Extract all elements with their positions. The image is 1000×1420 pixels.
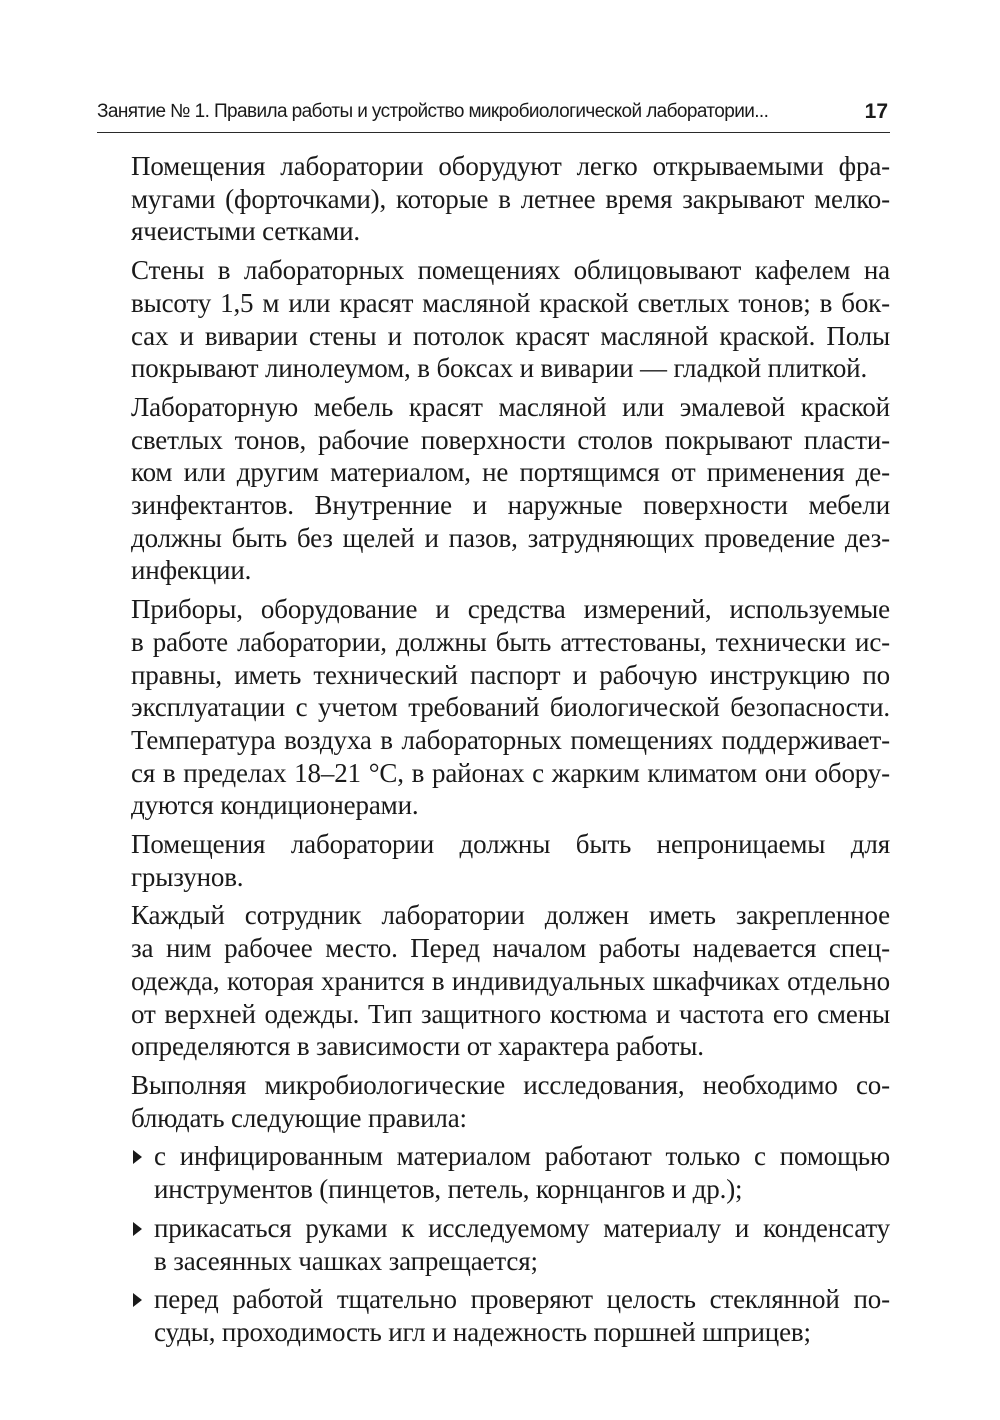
text-line: с инфицированным материалом работают только с помощью <box>154 1141 890 1172</box>
text-line: Температура воздуха в лабораторных помещениях поддерживает- <box>131 724 890 755</box>
text-line: в работе лаборатории, должны быть аттестованы, технически ис- <box>131 626 890 657</box>
triangle-bullet-icon <box>133 1222 142 1236</box>
text-line: суды, проходимость игл и надежность поршней шприцев; <box>154 1316 811 1347</box>
text-line: перед работой тщательно проверяют целость стеклянной по- <box>154 1284 890 1315</box>
text-line: одежда, которая хранится в индивидуальных шкафчиках отдельно <box>131 965 890 996</box>
text-line: за ним рабочее место. Перед началом работы надевается спец- <box>131 933 890 964</box>
text-line: Лабораторную мебель красят масляной или эмалевой краской <box>131 391 890 422</box>
text-line: высоту 1,5 м или красят масляной краской светлых тонов; в бок- <box>131 287 890 318</box>
text-line: прикасаться руками к исследуемому материалу и конденсату <box>154 1212 890 1243</box>
text-line: ком или другим материалом, не портящимся от применения де- <box>131 457 890 488</box>
text-line: от верхней одежды. Тип защитного костюма и частота его смены <box>131 998 890 1029</box>
body-text <box>97 150 890 1355</box>
text-line: определяются в зависимости от характера работы. <box>131 1031 704 1062</box>
running-header-title: Занятие № 1. Правила работы и устройство микробиологической лаборатории... <box>97 101 769 122</box>
text-line: зинфектантов. Внутренние и наружные поверхности мебели <box>131 490 890 521</box>
text-line: ячеистыми сетками. <box>131 216 361 247</box>
paragraph <box>97 899 890 1063</box>
text-line: эксплуатации с учетом требований биологической безопасности. <box>131 692 890 723</box>
list-item <box>97 1212 890 1277</box>
paragraphs <box>97 150 890 1134</box>
text-line: светлых тонов, рабочие поверхности столов покрывают пласти- <box>131 424 890 455</box>
list-item <box>97 1283 890 1348</box>
triangle-bullet-icon <box>133 1293 142 1307</box>
paragraph <box>97 1069 890 1134</box>
text-line: инструментов (пинцетов, петель, корнцангов и др.); <box>154 1174 743 1205</box>
text-line: Помещения лаборатории должны быть непроницаемы для <box>131 829 890 860</box>
text-line: правны, иметь технический паспорт и рабочую инструкцию по <box>131 659 890 690</box>
text-line: грызунов. <box>131 861 244 892</box>
paragraph <box>97 150 890 248</box>
text-line: блюдать следующие правила: <box>131 1102 467 1133</box>
text-line: Приборы, оборудование и средства измерений, используемые <box>131 594 890 625</box>
text-line: мугами (форточками), которые в летнее время закрывают мелко- <box>131 183 890 214</box>
text-line: в засеянных чашках запрещается; <box>154 1245 538 1276</box>
triangle-bullet-icon <box>133 1150 142 1164</box>
page-number: 17 <box>864 100 888 123</box>
text-line: Стены в лабораторных помещениях облицовывают кафелем на <box>131 255 890 286</box>
text-line: ся в пределах 18–21 °С, в районах с жарким климатом они обору- <box>131 757 890 788</box>
paragraph <box>97 828 890 893</box>
rules-list <box>97 1140 890 1348</box>
text-line: покрывают линолеумом, в боксах и виварии — гладкой плиткой. <box>131 353 868 384</box>
text-line: инфекции. <box>131 555 252 586</box>
text-line: сах и виварии стены и потолок красят масляной краской. Полы <box>131 320 890 351</box>
paragraph <box>97 593 890 822</box>
paragraph <box>97 391 890 587</box>
text-line: Помещения лаборатории оборудуют легко открываемыми фра- <box>131 151 890 181</box>
running-header <box>97 98 890 133</box>
text-line: Выполняя микробиологические исследования, необходимо со- <box>131 1069 890 1100</box>
paragraph <box>97 254 890 385</box>
text-line: дуются кондиционерами. <box>131 790 419 821</box>
text-line: должны быть без щелей и пазов, затрудняющих проведение дез- <box>131 522 890 553</box>
list-item <box>97 1140 890 1205</box>
text-line: Каждый сотрудник лаборатории должен иметь закрепленное <box>131 900 890 931</box>
